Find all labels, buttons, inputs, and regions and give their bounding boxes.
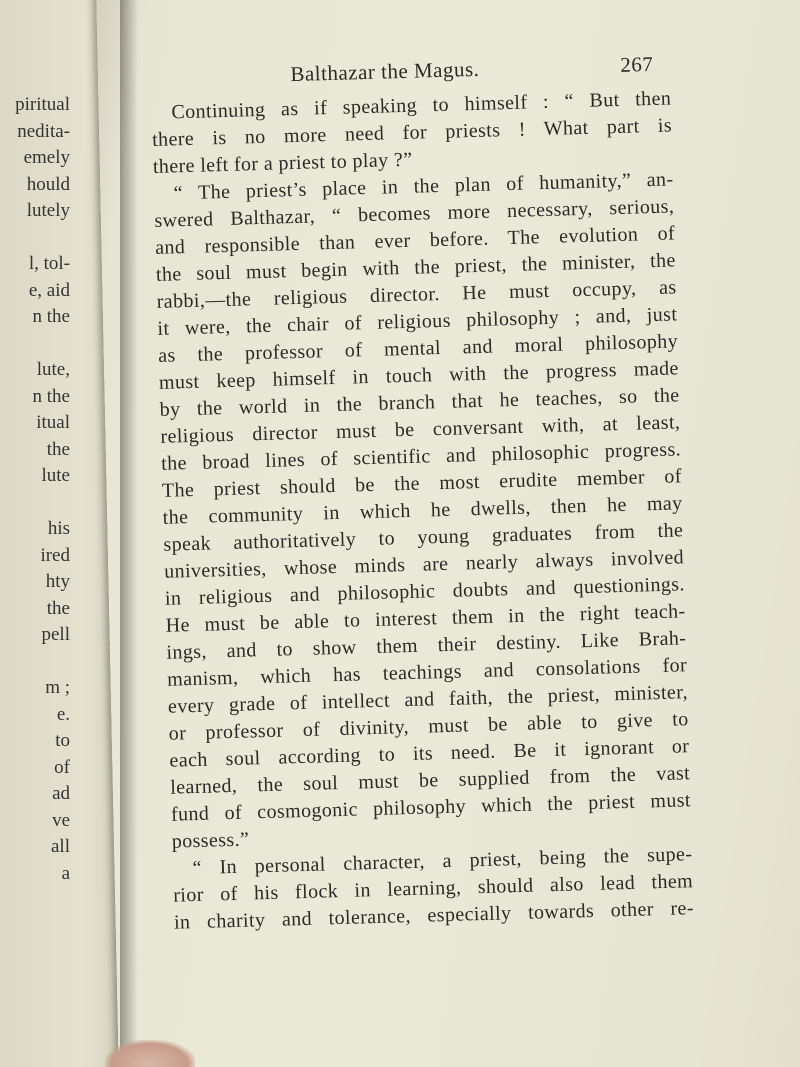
- body-text: [151, 85, 694, 936]
- left-page-fragment: lutely: [26, 200, 70, 221]
- text-line: He must be able to interest them in the right teach-: [165, 600, 686, 637]
- text-line: and responsible than ever before. The evolution of: [154, 222, 676, 259]
- left-page-fragment: [0, 225, 70, 252]
- text-line: “ In personal character, a priest, being the supe-: [192, 843, 693, 880]
- left-page-fragment: e.: [56, 703, 70, 725]
- text-line: swered Balthazar, “ becomes more necessary, serious,: [154, 195, 675, 232]
- left-page-fragment: ve: [52, 809, 70, 831]
- text-line: there left for a priest to play ?”: [152, 148, 413, 178]
- left-page-fragment: hty: [45, 571, 70, 592]
- text-line: it were, the chair of religious philosophy ; and, just: [157, 303, 678, 340]
- left-page-fragment: n the: [32, 385, 70, 407]
- text-line: religious director must be conversant with, at least,: [160, 411, 681, 448]
- text-line: by the world in the branch that he teaches, so the: [159, 384, 680, 421]
- left-page-fragment: hould: [26, 173, 70, 195]
- text-line: in religious and philosophic doubts and questionings.: [164, 573, 686, 610]
- text-line: the soul must begin with the priest, the minister, the: [155, 249, 677, 286]
- left-page-fragment: to: [55, 730, 70, 751]
- text-line: must keep himself in touch with the progress made: [158, 357, 680, 394]
- left-page-fragment: the: [46, 597, 70, 619]
- text-line: universities, whose minds are nearly always involved: [163, 546, 685, 583]
- text-line: every grade of intellect and faith, the priest, minister,: [167, 681, 689, 718]
- text-line: The priest should be the most erudite member of: [161, 465, 683, 502]
- text-line: or professor of divinity, must be able to give to: [168, 708, 689, 745]
- left-page-fragment: n the: [32, 306, 70, 327]
- left-page-fragment: m ;: [45, 677, 70, 698]
- thumb-holding-page: [105, 1040, 195, 1067]
- left-page-fragment: itual: [36, 412, 70, 433]
- text-line: Continuing as if speaking to himself : “ But then: [171, 87, 672, 124]
- left-page-fragment: emely: [23, 147, 70, 168]
- left-page-fragment: ired: [40, 544, 70, 566]
- left-page-fragment: lute: [41, 465, 70, 486]
- text-line: there is no more need for priests ! What part is: [151, 114, 673, 151]
- left-page-fragment: [0, 649, 70, 676]
- text-line: speak authoritatively to young graduates from the: [163, 519, 684, 556]
- text-line: learned, the soul must be supplied from the vast: [169, 762, 691, 799]
- left-page-fragment: e, aid: [28, 279, 70, 301]
- left-page-fragment: l, tol-: [28, 253, 70, 274]
- text-line: “ The priest’s place in the plan of humanity,” an-: [173, 168, 674, 205]
- page-number: 267: [619, 51, 654, 77]
- book-gutter: [120, 0, 138, 1067]
- text-line: as the professor of mental and moral philosophy: [157, 330, 679, 367]
- left-page-fragment: piritual: [15, 94, 70, 115]
- text-line: manism, which has teachings and consolations for: [166, 654, 688, 691]
- text-line: rabbi,—the religious director. He must occupy, as: [156, 276, 677, 313]
- left-page-fragment: nedita-: [17, 120, 70, 142]
- left-page-fragment: his: [47, 518, 70, 539]
- left-page-fragment: [0, 331, 70, 358]
- left-page-fragment: lute,: [36, 359, 70, 380]
- text-line: fund of cosmogonic philosophy which the priest must: [170, 789, 692, 826]
- text-line: the community in which he dwells, then he may: [162, 492, 683, 529]
- left-page-fragment: of: [54, 756, 70, 778]
- left-page-fragment: pell: [41, 624, 70, 645]
- text-line: ings, and to show them their destiny. Like Brah-: [166, 627, 687, 664]
- text-line: each soul according to its need. Be it ignorant or: [169, 735, 690, 772]
- left-page-text: [0, 92, 70, 887]
- text-line: rior of his flock in learning, should also lead them: [172, 870, 694, 907]
- header-title: Balthazar the Magus.: [290, 56, 480, 87]
- page-text-block: [150, 47, 694, 936]
- left-page-fragment: a: [61, 862, 70, 884]
- left-page-fragment: ad: [52, 783, 70, 804]
- text-line: in charity and tolerance, especially towards other re-: [173, 897, 695, 934]
- text-line: possess.”: [171, 828, 250, 853]
- left-page-fragment: all: [51, 836, 70, 857]
- left-page-fragment: the: [46, 438, 70, 460]
- left-page-fragment: [0, 490, 70, 517]
- text-line: the broad lines of scientific and philosophic progress.: [160, 438, 682, 475]
